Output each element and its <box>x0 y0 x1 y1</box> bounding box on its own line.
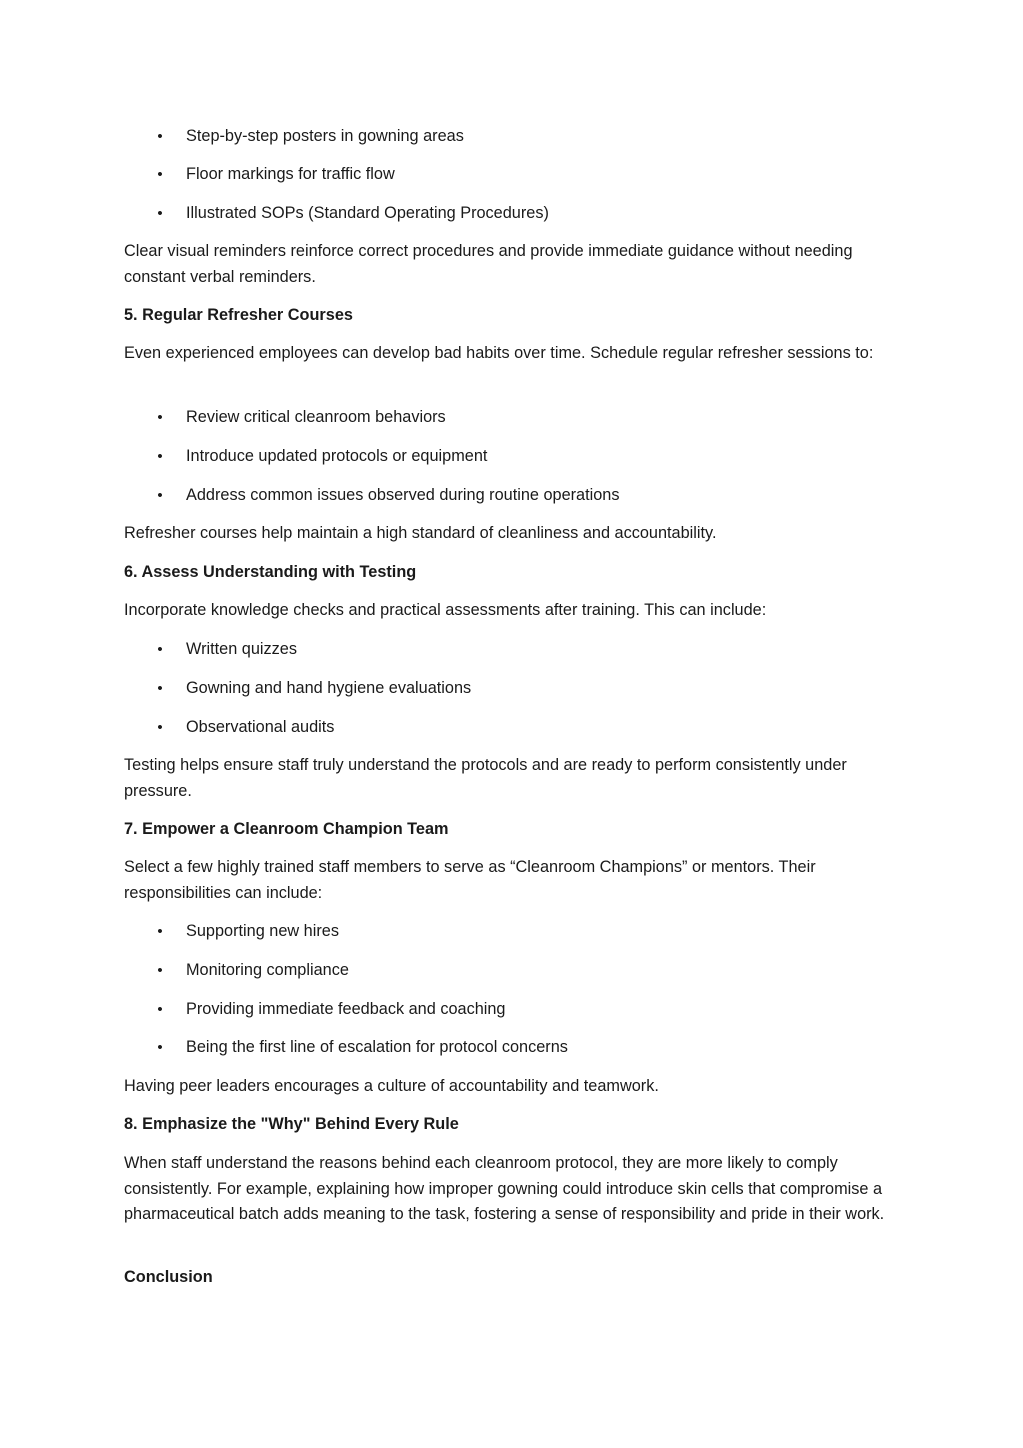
list-item <box>124 162 904 188</box>
list-item <box>124 124 904 150</box>
bullet-icon: • <box>157 1001 163 1018</box>
list-item <box>124 1035 904 1061</box>
list-item <box>124 676 904 702</box>
section-heading: 6. Assess Understanding with Testing <box>124 563 417 581</box>
paragraph: Clear visual reminders reinforce correct procedures and provide immediate guidance without needing constant verbal reminders. <box>124 242 853 286</box>
list-item-text: Gowning and hand hygiene evaluations <box>186 679 472 697</box>
paragraph: Incorporate knowledge checks and practical assessments after training. This can include: <box>124 601 767 619</box>
section-heading: 5. Regular Refresher Courses <box>124 306 353 324</box>
list-item-text: Floor markings for traffic flow <box>186 165 395 183</box>
list-item <box>124 483 904 509</box>
paragraph: Refresher courses help maintain a high standard of cleanliness and accountability. <box>124 524 717 542</box>
list-item <box>124 405 904 431</box>
list-item <box>124 637 904 663</box>
list-item <box>124 715 904 741</box>
bullet-icon: • <box>157 641 163 658</box>
list-item-text: Step-by-step posters in gowning areas <box>186 127 464 145</box>
list-item-text: Monitoring compliance <box>186 961 349 979</box>
list-item <box>124 958 904 984</box>
list-item <box>124 919 904 945</box>
list-item-text: Written quizzes <box>186 640 297 658</box>
paragraph: Having peer leaders encourages a culture of accountability and teamwork. <box>124 1077 659 1095</box>
bullet-icon: • <box>157 166 163 183</box>
list-item-text: Supporting new hires <box>186 922 339 940</box>
bullet-icon: • <box>157 962 163 979</box>
list-item-text: Being the first line of escalation for protocol concerns <box>186 1038 568 1056</box>
list-item-text: Illustrated SOPs (Standard Operating Procedures) <box>186 204 549 222</box>
bullet-icon: • <box>157 1039 163 1056</box>
paragraph: Even experienced employees can develop bad habits over time. Schedule regular refresher sessions to: <box>124 344 874 362</box>
bullet-icon: • <box>157 487 163 504</box>
bullet-icon: • <box>157 719 163 736</box>
section-heading: 8. Emphasize the "Why" Behind Every Rule <box>124 1115 459 1133</box>
bullet-icon: • <box>157 409 163 426</box>
paragraph: When staff understand the reasons behind each cleanroom protocol, they are more likely to comply consistently. For example, explaining how improper gowning could introduce skin cells that compromise a pharmaceutical batch adds meaning to the task, fostering a sense of responsibility and pride in their work. <box>124 1154 885 1223</box>
bullet-icon: • <box>157 205 163 222</box>
paragraph: Select a few highly trained staff members to serve as “Cleanroom Champions” or mentors. Their responsibilities can include: <box>124 858 816 902</box>
list-item-text: Introduce updated protocols or equipment <box>186 447 488 465</box>
bullet-icon: • <box>157 680 163 697</box>
list-item <box>124 997 904 1023</box>
bullet-icon: • <box>157 448 163 465</box>
list-item-text: Address common issues observed during routine operations <box>186 486 620 504</box>
section-heading: Conclusion <box>124 1268 213 1286</box>
list-item <box>124 201 904 227</box>
section-heading: 7. Empower a Cleanroom Champion Team <box>124 820 449 838</box>
list-item <box>124 444 904 470</box>
bullet-icon: • <box>157 128 163 145</box>
list-item-text: Providing immediate feedback and coaching <box>186 1000 506 1018</box>
list-item-text: Observational audits <box>186 718 335 736</box>
bullet-icon: • <box>157 923 163 940</box>
list-item-text: Review critical cleanroom behaviors <box>186 408 446 426</box>
paragraph: Testing helps ensure staff truly understand the protocols and are ready to perform consistently under pressure. <box>124 756 847 800</box>
